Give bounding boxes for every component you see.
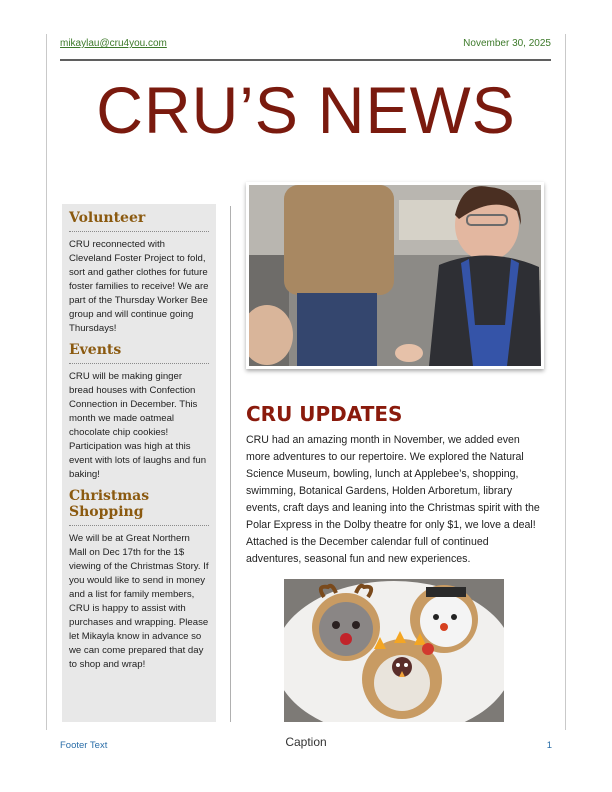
sidebar-heading-events: Events	[69, 342, 122, 358]
sidebar-divider	[69, 363, 209, 364]
header-date: November 30, 2025	[463, 38, 551, 49]
masthead-title-text: CRU’S NEWS	[96, 73, 516, 147]
footer-text: Footer Text	[60, 740, 108, 751]
sidebar-text-events: CRU will be making ginger bread houses with Confection Connection in December. This month we made oatmeal chocolate chip cookies! Participation was high at this event with lots of laughs and fun baking!	[69, 371, 207, 480]
sidebar-text-volunteer: CRU reconnected with Cleveland Foster Project to fold, sort and gather clothes for future foster families to receive! We are part of the Thursday Worker Bee group and will continue going Thursdays!	[69, 239, 209, 334]
sidebar-section-christmas-shopping	[69, 488, 209, 672]
sidebar-divider	[69, 525, 209, 526]
header-email-link[interactable]: mikaylau@cru4you.com	[60, 38, 167, 49]
sidebar	[62, 204, 216, 722]
sidebar-section-events	[69, 342, 209, 482]
sidebar-section-volunteer	[69, 210, 209, 336]
footer-caption: Caption	[285, 735, 327, 749]
masthead-title	[0, 72, 612, 148]
updates-body: CRU had an amazing month in November, we added even more adventures to our repertoire. We explored the Natural Science Museum, bowling, lunch at Applebee’s, shopping, swimming, Botanical Gardens, Holden Arboretum, library events, craft days and leaning into the Christmas spirit with the Polar Express in the Dolby theatre for only $1, we love a deal! Attached is the December calendar full of continued adventures, seasonal fun and new experiences.	[246, 434, 540, 565]
header-rule	[60, 59, 551, 61]
page-number: 1	[546, 740, 552, 751]
sidebar-divider	[69, 231, 209, 232]
sidebar-heading-christmas-shopping: Christmas Shopping	[69, 488, 150, 520]
cookies-photo	[284, 579, 504, 722]
column-divider	[230, 206, 231, 722]
updates-title: CRU UPDATES	[246, 402, 403, 426]
sidebar-text-christmas-shopping: We will be at Great Northern Mall on Dec 17th for the 1$ viewing of the Christmas Story. If you would like to send in money and a list for family members, CRU is happy to assist with purchases and wrapping. Please let Mikayla know in advance so we can come prepared that day to shop and wrap!	[69, 533, 209, 670]
baking-photo	[246, 182, 544, 369]
sidebar-heading-volunteer: Volunteer	[69, 210, 146, 226]
